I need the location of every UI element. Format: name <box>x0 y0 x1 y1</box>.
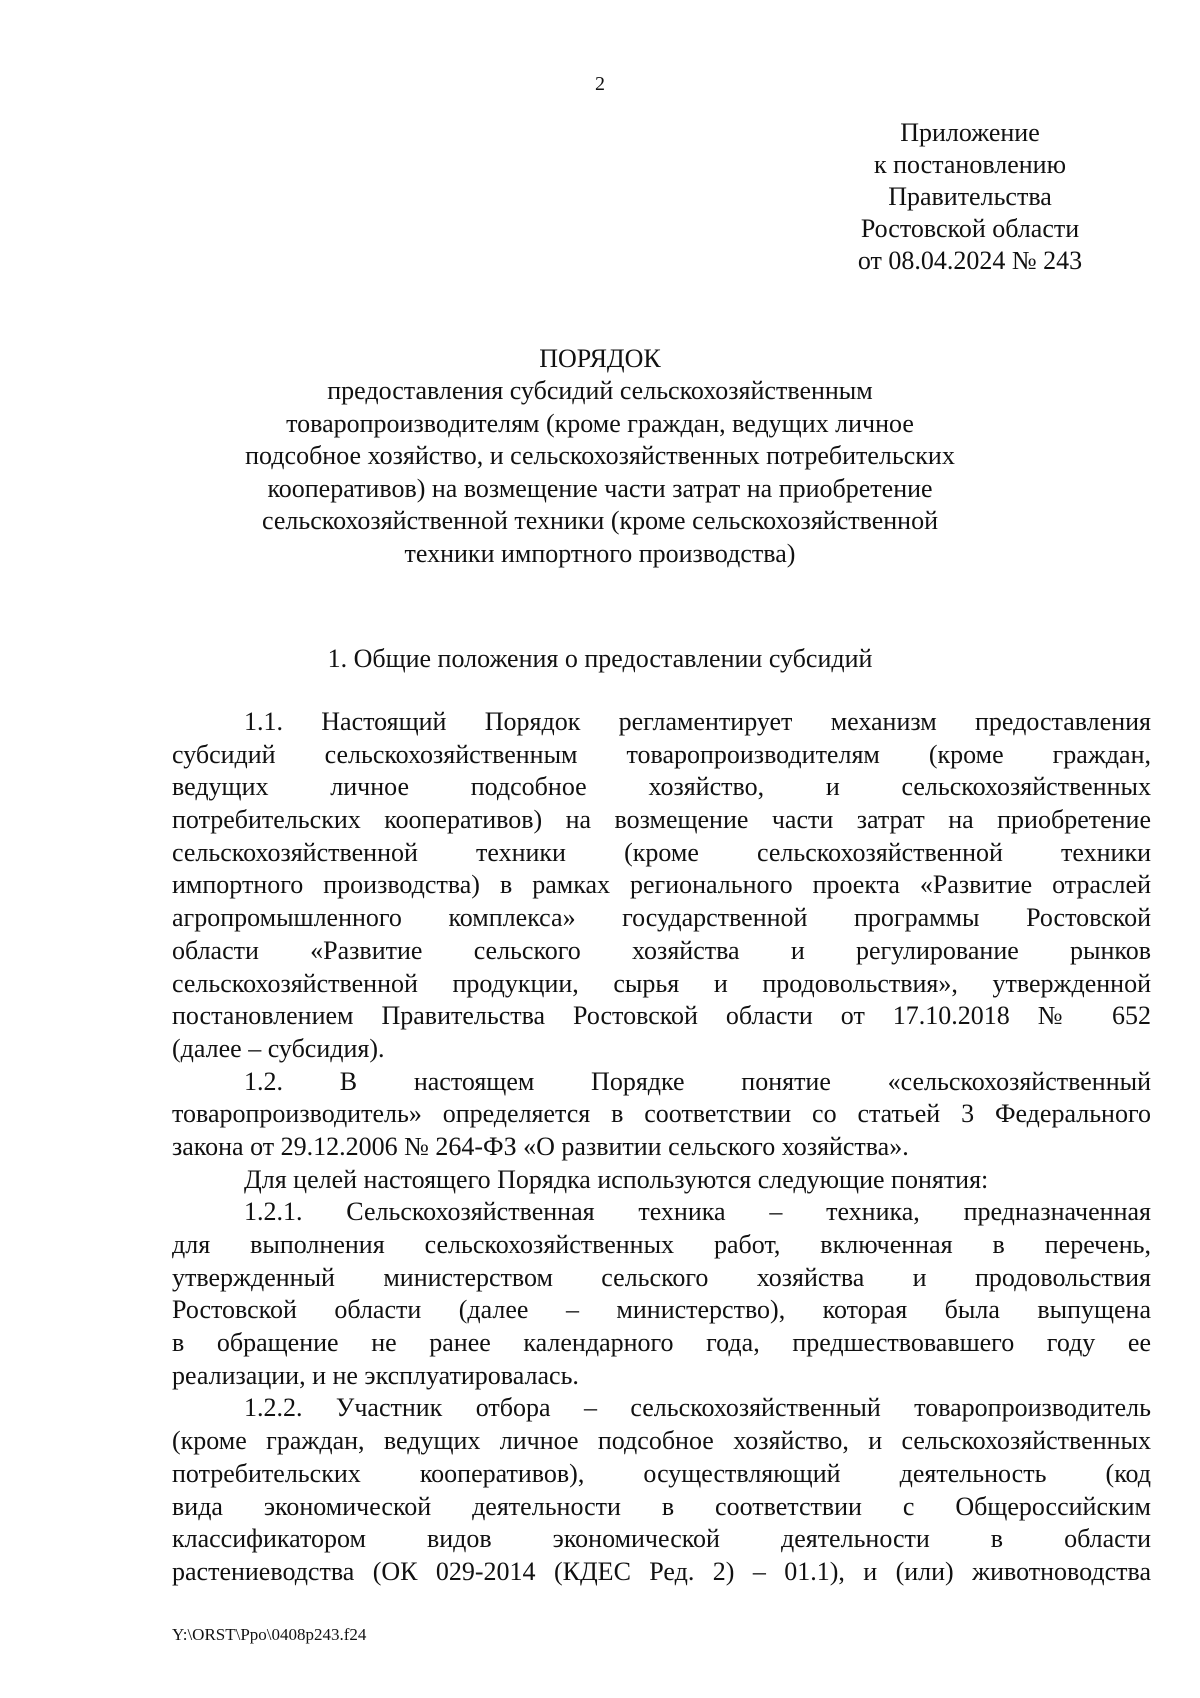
paragraph-line: импортного производства) в рамках регионального проекта «Развитие отраслей <box>172 870 1151 900</box>
paragraph-line: сельскохозяйственной техники (кроме сельскохозяйственной техники <box>172 837 1151 867</box>
paragraph-line: товаропроизводитель» определяется в соответствии со статьей 3 Федерального <box>172 1099 1151 1129</box>
paragraph-line: 1.2. В настоящем Порядке понятие «сельскохозяйственный <box>244 1066 1151 1096</box>
paragraph <box>172 1164 1151 1197</box>
paragraph-line: для выполнения сельскохозяйственных работ, включенная в перечень, <box>172 1230 1151 1259</box>
body-text <box>172 706 1151 1589</box>
paragraph-line: 1.1. Настоящий Порядок регламентирует механизм предоставления <box>244 707 1151 736</box>
subtitle-line: товаропроизводителям (кроме граждан, ведущих личное <box>286 408 914 438</box>
paragraph <box>172 1196 1151 1392</box>
paragraph-line: Ростовской области (далее – министерство), которая была выпущена <box>172 1295 1151 1325</box>
subtitle-line: предоставления субсидий сельскохозяйственным <box>327 376 873 405</box>
page-number: 2 <box>595 73 605 95</box>
subtitle-line: кооперативов) на возмещение части затрат на приобретение <box>267 473 933 503</box>
file-path-footer: Y:\ORST\Ppo\0408p243.f24 <box>172 1625 367 1644</box>
appendix-line: Приложение <box>900 118 1040 147</box>
appendix-line: от 08.04.2024 № 243 <box>857 246 1083 275</box>
paragraph-line: закона от 29.12.2006 № 264-ФЗ «О развитии сельского хозяйства». <box>172 1131 909 1161</box>
paragraph-line: субсидий сельскохозяйственным товаропроизводителям (кроме граждан, <box>172 739 1151 769</box>
paragraph-line: постановлением Правительства Ростовской области от 17.10.2018 № 652 <box>172 1001 1151 1031</box>
section-heading: 1. Общие положения о предоставлении субсидий <box>327 644 873 673</box>
appendix-line: к постановлению <box>873 150 1067 179</box>
subtitle-line: подсобное хозяйство, и сельскохозяйственных потребительских <box>245 441 955 470</box>
paragraph-line: растениеводства (ОК 029-2014 (КДЕС Ред. 2) – 01.1), и (или) животноводства <box>172 1556 1151 1586</box>
paragraph-line: сельскохозяйственной продукции, сырья и продовольствия», утвержденной <box>172 968 1151 998</box>
paragraph <box>172 1392 1151 1588</box>
paragraph-line: 1.2.1. Сельскохозяйственная техника – техника, предназначенная <box>244 1197 1151 1227</box>
appendix-line: Ростовской области <box>860 214 1080 243</box>
paragraph <box>172 1066 1151 1164</box>
paragraph-line: потребительских кооперативов) на возмещение части затрат на приобретение <box>172 805 1151 835</box>
appendix-line: Правительства <box>888 182 1052 211</box>
paragraph-line: утвержденный министерством сельского хозяйства и продовольствия <box>172 1262 1151 1292</box>
paragraph-line: потребительских кооперативов), осуществляющий деятельность (код <box>172 1458 1151 1488</box>
paragraph-line: классификатором видов экономической деятельности в области <box>172 1524 1151 1554</box>
paragraph <box>172 706 1151 1066</box>
document-title: ПОРЯДОК <box>539 344 661 373</box>
paragraph-line: в обращение не ранее календарного года, предшествовавшего году ее <box>172 1328 1151 1358</box>
paragraph-line: Для целей настоящего Порядка используются следующие понятия: <box>244 1164 989 1194</box>
subtitle-line: техники импортного производства) <box>404 538 796 568</box>
paragraph-line: 1.2.2. Участник отбора – сельскохозяйственный товаропроизводитель <box>244 1393 1151 1423</box>
paragraph-line: (далее – субсидия). <box>172 1033 385 1063</box>
paragraph-line: области «Развитие сельского хозяйства и регулирование рынков <box>172 935 1151 965</box>
paragraph-line: ведущих личное подсобное хозяйство, и сельскохозяйственных <box>172 772 1151 802</box>
appendix-block <box>820 117 1120 277</box>
document-subtitle <box>0 375 1200 570</box>
paragraph-line: агропромышленного комплекса» государственной программы Ростовской <box>172 903 1151 933</box>
paragraph-line: реализации, и не эксплуатировалась. <box>172 1360 579 1390</box>
subtitle-line: сельскохозяйственной техники (кроме сельскохозяйственной <box>261 506 938 535</box>
paragraph-line: вида экономической деятельности в соответствии с Общероссийским <box>172 1491 1151 1521</box>
paragraph-line: (кроме граждан, ведущих личное подсобное хозяйство, и сельскохозяйственных <box>172 1426 1151 1456</box>
